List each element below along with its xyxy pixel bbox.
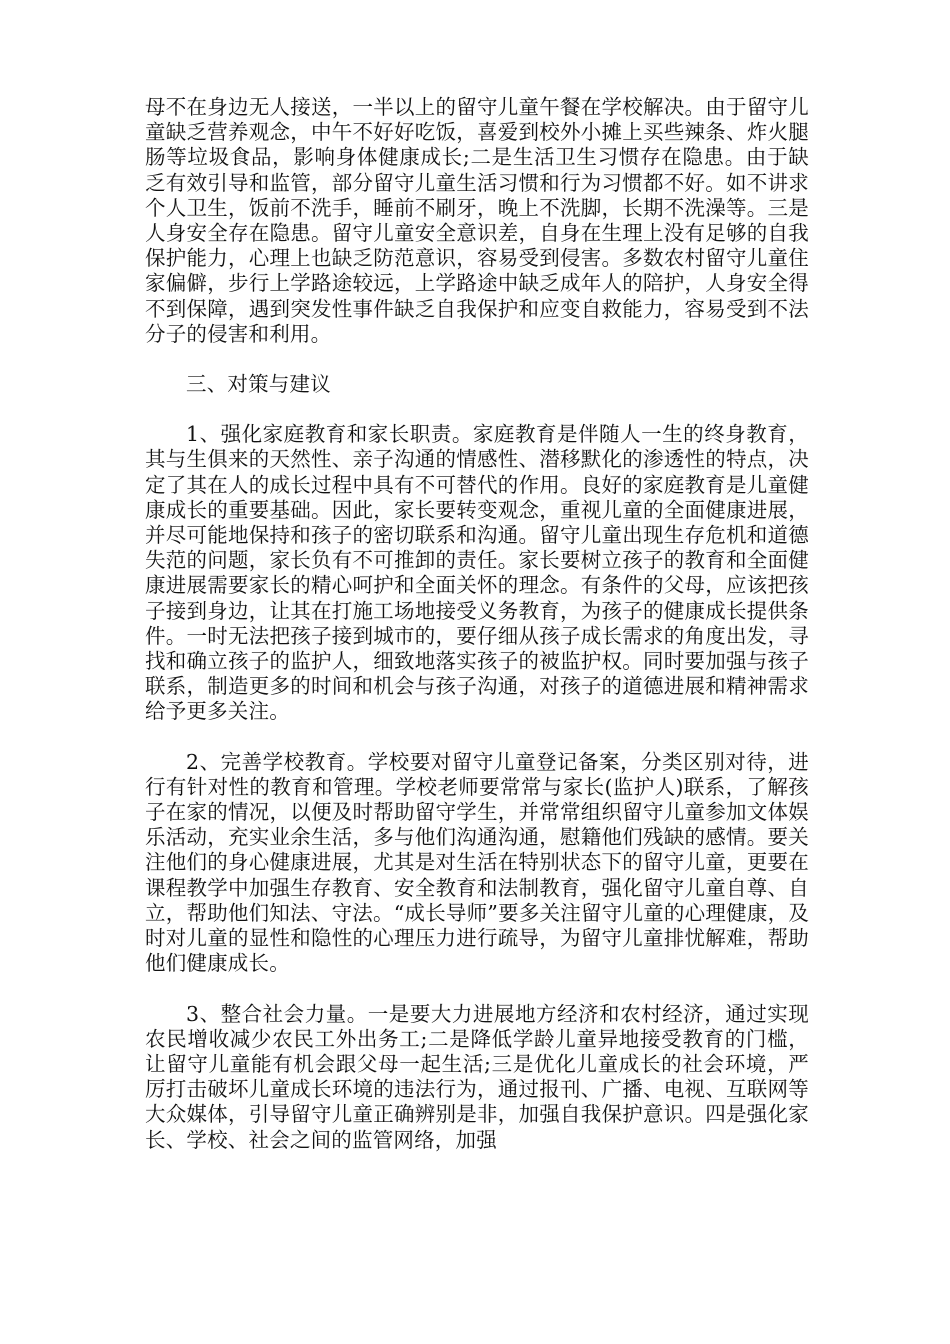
section-heading: 三、对策与建议 <box>186 372 331 397</box>
paragraph-continuation: 母不在身边无人接送，一半以上的留守儿童午餐在学校解决。由于留守儿童缺乏营养观念，中午不好好吃饭，喜爱到校外小摊上买些辣条、炸火腿肠等垃圾食品，影响身体健康成长;二是生活卫生习惯存在隐患。由于缺乏有效引导和监管，部分留守儿童生活习惯和行为习惯都不好。如不讲求个人卫生，饭前不洗手，睡前不刷牙，晚上不洗脚，长期不洗澡等。三是人身安全存在隐患。留守儿童安全意识差，自身在生理上没有足够的自我保护能力，心理上也缺乏防范意识，容易受到侵害。多数农村留守儿童住家偏僻，步行上学路途较远，上学路途中缺乏成年人的陪护，人身安全得不到保障，遇到突发性事件缺乏自我保护和应变自救能力，容易受到不法分子的侵害和利用。 <box>145 95 809 346</box>
paragraph-family-education: 1、强化家庭教育和家长职责。家庭教育是伴随人一生的终身教育，其与生俱来的天然性、亲子沟通的情感性、潜移默化的渗透性的特点，决定了其在人的成长过程中具有不可替代的作用。良好的家庭教育是儿童健康成长的重要基础。因此，家长要转变观念，重视儿童的全面健康进展，并尽可能地保持和孩子的密切联系和沟通。留守儿童出现生存危机和道德失范的问题，家长负有不可推卸的责任。家长要树立孩子的教育和全面健康进展需要家长的精心呵护和全面关怀的理念。有条件的父母，应该把孩子接到身边，让其在打施工场地接受义务教育，为孩子的健康成长提供条件。一时无法把孩子接到城市的，要仔细从孩子成长需求的角度出发，寻找和确立孩子的监护人，细致地落实孩子的被监护权。同时要加强与孩子联系，制造更多的时间和机会与孩子沟通，对孩子的道德进展和精神需求给予更多关注。 <box>145 422 809 724</box>
paragraph-social-forces: 3、整合社会力量。一是要大力进展地方经济和农村经济，通过实现农民增收减少农民工外出务工;二是降低学龄儿童异地接受教育的门槛，让留守儿童能有机会跟父母一起生活;三是优化儿童成长的社会环境，严厉打击破坏儿童成长环境的违法行为，通过报刊、广播、电视、互联网等大众媒体，引导留守儿童正确辨别是非，加强自我保护意识。四是强化家长、学校、社会之间的监管网络，加强 <box>145 1001 809 1152</box>
paragraph-school-education: 2、完善学校教育。学校要对留守儿童登记备案，分类区别对待，进行有针对性的教育和管理。学校老师要常常与家长(监护人)联系，了解孩子在家的情况，以便及时帮助留守学生，并常常组织留守儿童参加文体娱乐活动，充实业余生活，多与他们沟通沟通，慰籍他们残缺的感情。要关注他们的身心健康进展，尤其是对生活在特别状态下的留守儿童，更要在课程教学中加强生存教育、安全教育和法制教育，强化留守儿童自尊、自立，帮助他们知法、守法。“成长导师”要多关注留守儿童的心理健康，及时对儿童的显性和隐性的心理压力进行疏导，为留守儿童排忧解难，帮助他们健康成长。 <box>145 749 809 976</box>
document-body <box>145 95 809 1178</box>
